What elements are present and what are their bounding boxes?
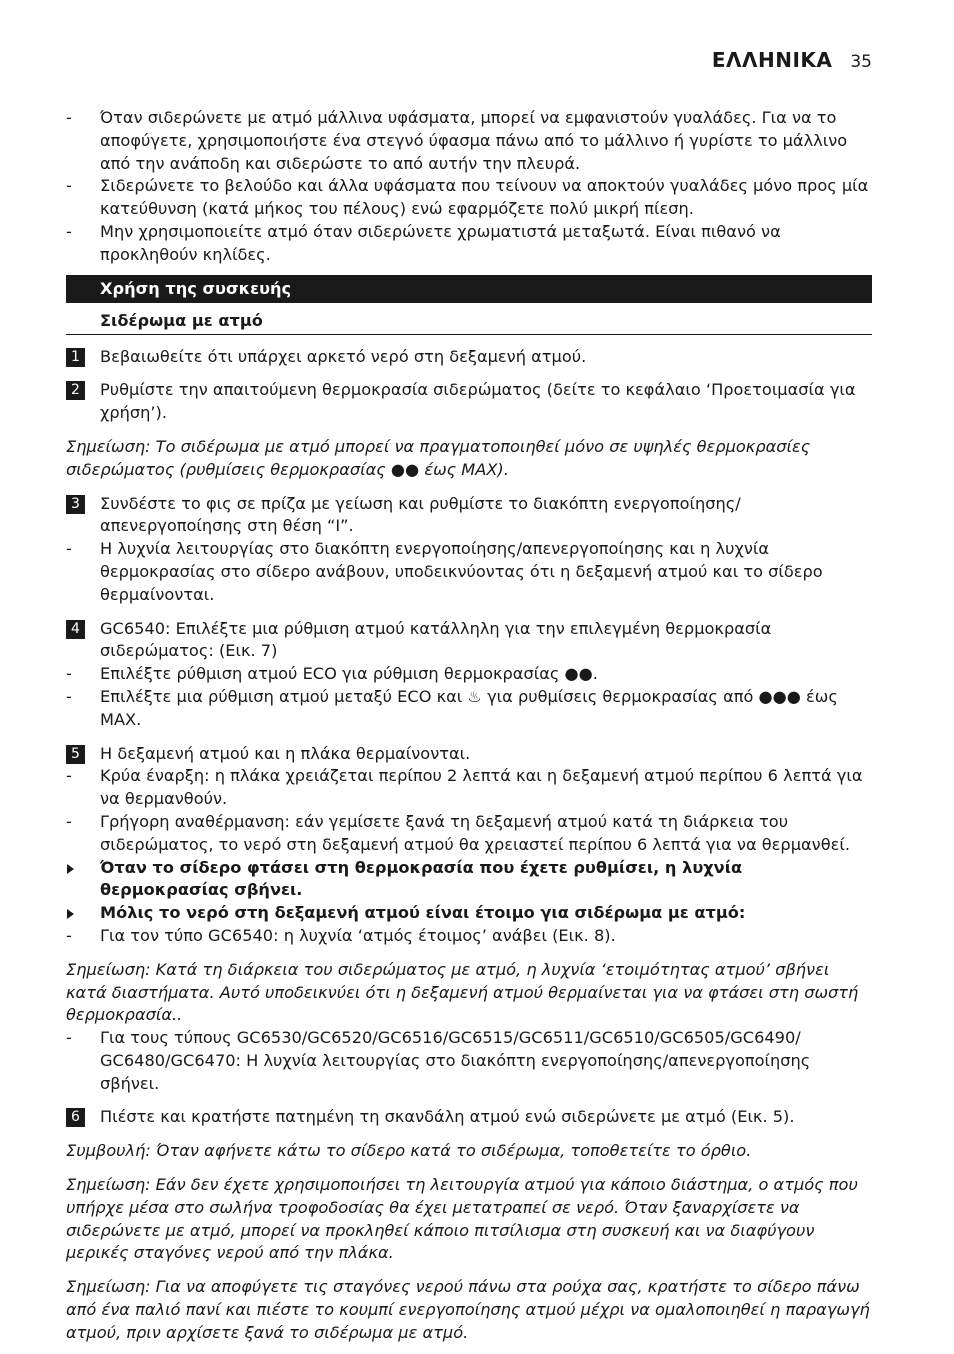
bullet-text: Η λυχνία λειτουργίας στο διακόπτη ενεργοποίησης/απενεργοποίησης και η λυχνία θερμοκρασίας στο σίδερο ανάβουν, υποδεικνύοντας ότι η δεξαμενή ατμού και το σίδερο θερμαίνονται. — [100, 539, 823, 604]
intro-bullet-text: Μην χρησιμοποιείτε ατμό όταν σιδερώνετε χρωματιστά μεταξωτά. Είναι πιθανό να προκληθούν κηλίδες. — [100, 221, 781, 264]
language-label: ΕΛΛΗΝΙΚΑ — [711, 48, 833, 72]
bullet-marker: - — [66, 811, 72, 831]
intro-bullet — [66, 107, 872, 175]
note-high-temperature: Σημείωση: Το σιδέρωμα με ατμό μπορεί να πραγματοποιηθεί μόνο σε υψηλές θερμοκρασίες σιδερώματος (ρυθμίσεις θερμοκρασίας ●● έως MAX). — [66, 436, 811, 479]
step-text: Ρυθμίστε την απαιτούμενη θερμοκρασία σιδερώματος (δείτε το κεφάλαιο ‘Προετοιμασία για χρήση’). — [100, 380, 856, 423]
bullet-text: Επιλέξτε ρύθμιση ατμού ECO για ρύθμιση θερμοκρασίας ●●. — [100, 664, 598, 684]
bullet-text: Γρήγορη αναθέρμανση: εάν γεμίσετε ξανά τη δεξαμενή ατμού κατά τη διάρκεια του σιδερώματος, το νερό στη δεξαμενή ατμού θα χρειαστεί περίπου 6 λεπτά για να θερμανθεί. — [100, 811, 850, 854]
step-text: Συνδέστε το φις σε πρίζα με γείωση και ρυθμίστε το διακόπτη ενεργοποίησης/ απενεργοποίησης στη θέση “I”. — [100, 493, 741, 536]
step-number: 3 — [66, 495, 85, 514]
bullet-text: Για τον τύπο GC6540: η λυχνία ‘ατμός έτοιμος’ ανάβει (Εικ. 8). — [100, 925, 616, 945]
bullet-text: Για τους τύπους GC6530/GC6520/GC6516/GC6515/GC6511/GC6510/GC6505/GC6490/ GC6480/GC6470: Η λυχνία λειτουργίας στο διακόπτη ενεργοποίησης/απενεργοποίησης σβήνει. — [100, 1028, 811, 1093]
step-3-bullet — [66, 538, 872, 606]
intro-bullet-text: Σιδερώνετε το βελούδο και άλλα υφάσματα που τείνουν να αποκτούν γυαλάδες μόνο προς μία κατεύθυνση (κατά μήκος του πέλους) ενώ εφαρμόζετε πολύ μικρή πίεση. — [100, 176, 869, 219]
step-text: Η δεξαμενή ατμού και η πλάκα θερμαίνονται. — [100, 743, 471, 763]
step-text: Βεβαιωθείτε ότι υπάρχει αρκετό νερό στη δεξαμενή ατμού. — [100, 346, 587, 366]
step-4-bullet — [66, 663, 872, 686]
step-number: 1 — [66, 348, 85, 367]
page-number: 35 — [850, 52, 872, 72]
section-title: Χρήση της συσκευής — [66, 275, 872, 303]
step-text: GC6540: Επιλέξτε μια ρύθμιση ατμού κατάλληλη για την επιλεγμένη θερμοκρασία σιδερώματος: (Εικ. 7) — [100, 618, 772, 661]
subsection-title: Σιδέρωμα με ατμό — [66, 307, 872, 335]
step-number: 6 — [66, 1108, 85, 1127]
bullet-marker: - — [66, 1028, 72, 1048]
step-2 — [66, 379, 872, 425]
result-line — [66, 857, 872, 903]
step-1 — [66, 346, 872, 369]
step-5-sub-bullet — [66, 925, 872, 948]
bullet-text: Επιλέξτε μια ρύθμιση ατμού μεταξύ ECO και ♨ για ρυθμίσεις θερμοκρασίας από ●●● έως MAX. — [100, 686, 838, 729]
note-water-drops: Σημείωση: Εάν δεν έχετε χρησιμοποιήσει τη λειτουργία ατμού για κάποιο διάστημα, ο ατμός που υπήρχε μέσα στο σωλήνα τροφοδοσίας θα έχει μετατραπεί σε νερό. Όταν ξαναρχίσετε να σιδερώνετε με ατμό, μπορεί να προκληθεί κάποιο πιτσίλισμα στη συσκευή και να διαφύγουν μερικές σταγόνες νερού από την πλάκα. — [66, 1175, 858, 1263]
bullet-marker: - — [66, 686, 72, 706]
bullet-marker: - — [66, 539, 72, 559]
step-4 — [66, 618, 872, 664]
intro-bullet-text: Όταν σιδερώνετε με ατμό μάλλινα υφάσματα, μπορεί να εμφανιστούν γυαλάδες. Για να το αποφύγετε, χρησιμοποιήστε ένα στεγνό ύφασμα πάνω από το μάλλινο ή γυρίστε το μάλλινο από την ανάποδη και σιδερώστε το από αυτήν την πλευρά. — [100, 108, 848, 173]
bullet-marker: - — [66, 108, 72, 127]
bullet-marker: - — [66, 176, 72, 196]
note-bullet — [66, 1027, 872, 1095]
step-3 — [66, 493, 872, 539]
step-5 — [66, 743, 872, 766]
tip-text: Συμβουλή: Όταν αφήνετε κάτω το σίδερο κατά το σιδέρωμα, τοποθετείτε το όρθιο. — [66, 1141, 752, 1161]
step-5-bullet — [66, 765, 872, 811]
bullet-marker: - — [66, 925, 72, 945]
result-text: Μόλις το νερό στη δεξαμενή ατμού είναι έτοιμο για σιδέρωμα με ατμό: — [100, 903, 746, 923]
step-number: 4 — [66, 620, 85, 639]
step-text: Πιέστε και κρατήστε πατημένη τη σκανδάλη ατμού ενώ σιδερώνετε με ατμό (Εικ. 5). — [100, 1107, 795, 1127]
bullet-marker: - — [66, 221, 72, 241]
step-6 — [66, 1106, 872, 1129]
step-5-bullet — [66, 811, 872, 857]
result-text: Όταν το σίδερο φτάσει στη θερμοκρασία που έχετε ρυθμίσει, η λυχνία θερμοκρασίας σβήνει. — [100, 857, 743, 900]
result-line — [66, 902, 872, 925]
intro-bullet — [66, 175, 872, 221]
arrow-icon — [67, 864, 74, 874]
page-header — [712, 48, 872, 72]
note-steam-ready: Σημείωση: Κατά τη διάρκεια του σιδερώματος με ατμό, η λυχνία ‘ετοιμότητας ατμού’ σβήνει κατά διαστήματα. Αυτό υποδεικνύει ότι η δεξαμενή ατμού θερμαίνεται για να φτάσει στη σωστή θερμοκρασία.. — [66, 959, 859, 1025]
bullet-text: Κρύα έναρξη: η πλάκα χρειάζεται περίπου 2 λεπτά και η δεξαμενή ατμού περίπου 6 λεπτά για να θερμανθούν. — [100, 766, 863, 809]
page-content — [66, 107, 872, 1345]
bullet-marker: - — [66, 664, 72, 684]
step-number: 5 — [66, 745, 85, 764]
step-number: 2 — [66, 381, 85, 400]
step-4-bullet — [66, 686, 872, 732]
bullet-marker: - — [66, 766, 72, 786]
note-old-cloth: Σημείωση: Για να αποφύγετε τις σταγόνες νερού πάνω στα ρούχα σας, κρατήστε το σίδερο πάνω από ένα παλιό πανί και πιέστε το κουμπί ενεργοποίησης ατμού μέχρι να ομαλοποιηθεί η παραγωγή ατμού, πριν αρχίσετε ξανά το σιδέρωμα με ατμό. — [66, 1277, 870, 1342]
intro-bullet — [66, 221, 872, 267]
arrow-icon — [67, 909, 74, 919]
